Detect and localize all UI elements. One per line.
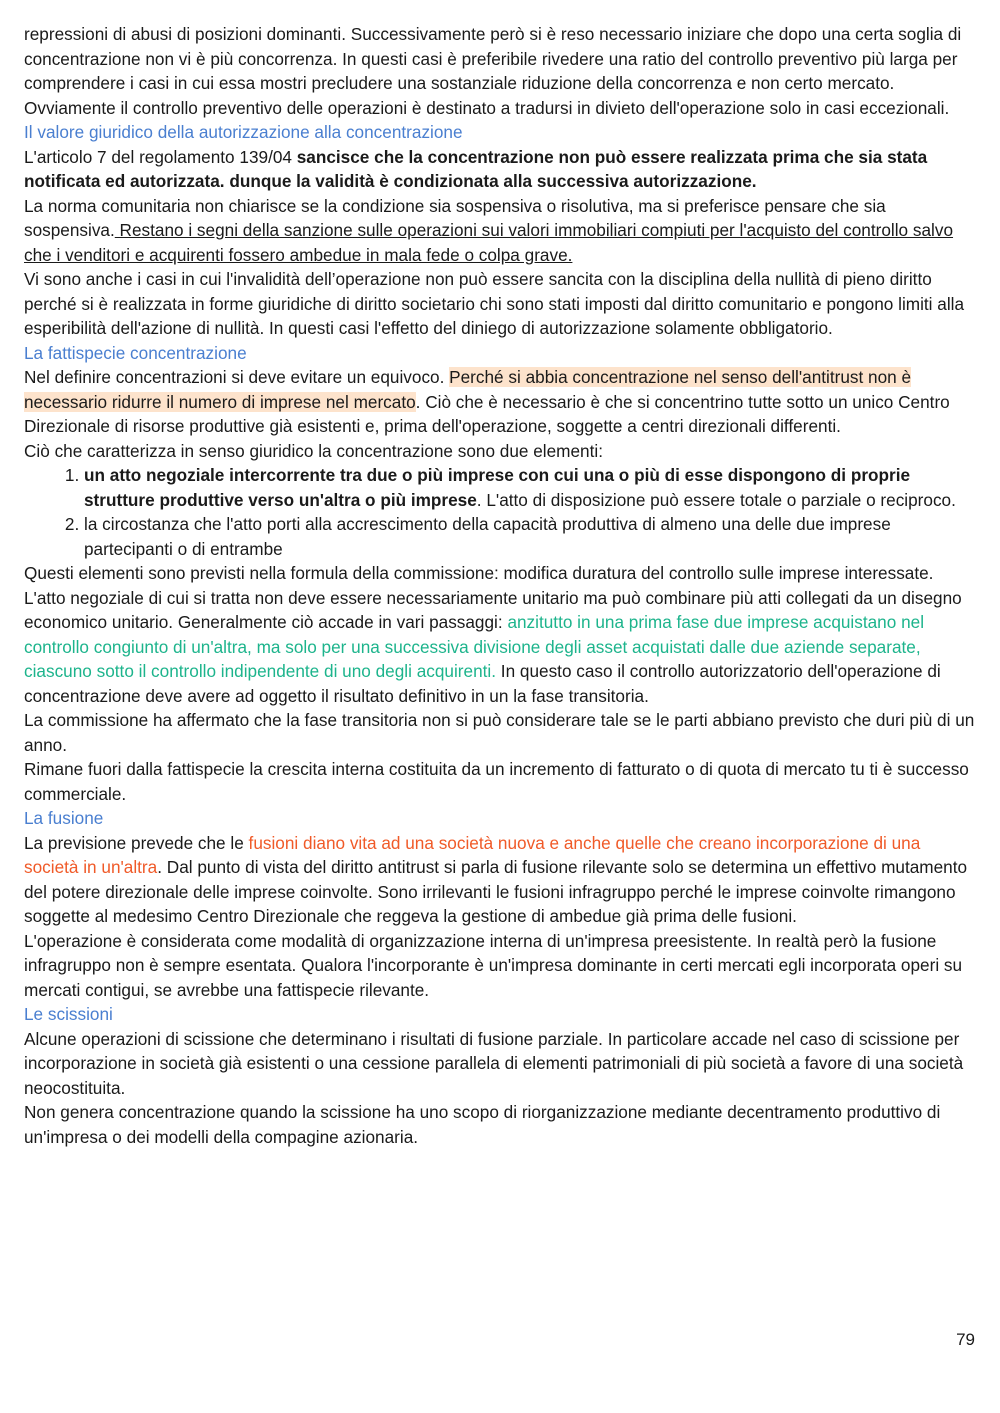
paragraph <box>24 831 976 929</box>
highlighted-text: Perché si abbia concentrazione nel senso dell'antitrust non è necessario ridurre il numero di imprese nel mercato <box>24 367 912 412</box>
paragraph: Questi elementi sono previsti nella formula della commissione: modifica duratura del controllo sulle imprese interessate. <box>24 563 934 583</box>
paragraph: Ovviamente il controllo preventivo delle operazioni è destinato a tradursi in divieto dell'operazione solo in casi eccezionali. <box>24 97 950 118</box>
paragraph: Alcune operazioni di scissione che determinano i risultati di fusione parziale. In particolare accade nel caso di scissione per incorporazione in società già esistenti o una cessione parallela di elementi patrimoniali di più società a favore di una società neocostituita. <box>24 1028 964 1098</box>
underlined-text: Restano i segni della sanzione sulle operazioni sui valori immobiliari compiuti per l'acquisto del controllo salvo che i venditori e acquirenti fossero ambedue in mala fede o colpa grave. <box>24 220 954 265</box>
bold-text: sancisce che la concentrazione non può essere realizzata prima che sia stata notificata ed autorizzata. dunque la validità è condizionata alla successiva autorizzazione. <box>24 146 928 191</box>
text-span: la circostanza che l'atto porti alla accrescimento della capacità produttiva di almeno una delle due imprese partecipanti o di entrambe <box>84 514 891 559</box>
colored-text: fusioni diano vita ad una società nuova e anche quelle che creano incorporazione di una società in un'altra <box>24 832 921 877</box>
section-heading: Le scissioni <box>24 1004 113 1024</box>
paragraph: L'operazione è considerata come modalità di organizzazione interna di un'impresa preesistente. In realtà però la fusione infragruppo non è sempre esentata. Qualora l'incorporante è un'impresa dominante in certi mercati egli incorporata operi su mercati contigui, se avrebbe una fattispecie rilevante. <box>24 930 963 1000</box>
paragraph <box>24 194 976 268</box>
text-span: . L'atto di disposizione può essere totale o parziale o reciproco. <box>476 489 956 510</box>
text-span: . Ciò che è necessario è che si concentrino tutte sotto un unico Centro Direzionale di risorse produttive già esistenti e, prima dell'operazione, soggette a centri direzionali differenti. <box>24 391 950 436</box>
section-heading: La fattispecie concentrazione <box>24 342 247 363</box>
text-span: La norma comunitaria non chiarisce se la condizione sia sospensiva o risolutiva, ma si preferisce pensare che sia sospensiva. <box>24 195 886 240</box>
paragraph: Non genera concentrazione quando la scissione ha uno scopo di riorganizzazione mediante decentramento produttivo di un'impresa o dei modelli della compagine azionaria. <box>24 1102 941 1147</box>
paragraph: Ciò che caratterizza in senso giuridico la concentrazione sono due elementi: <box>24 440 603 461</box>
document-body <box>24 22 976 1149</box>
text-span: L'atto negoziale di cui si tratta non deve essere necessariamente unitario ma può combinare più atti collegati da un disegno economico unitario. Generalmente ciò accade in vari passaggi: <box>24 587 962 632</box>
section-heading: Il valore giuridico della autorizzazione alla concentrazione <box>24 122 463 142</box>
paragraph: Vi sono anche i casi in cui l'invalidità dell’operazione non può essere sancita con la disciplina della nullità di pieno diritto perché si è realizzata in forme giuridiche di diritto societario chi sono stati imposti dal diritto comunitario e pongono limiti alla esperibilità dell'azione di nullità. In questi casi l'effetto del diniego di autorizzazione solamente obbligatorio. <box>24 269 965 338</box>
paragraph <box>24 145 976 194</box>
paragraph <box>24 365 976 439</box>
paragraph <box>24 586 976 709</box>
text-span: In questo caso il controllo autorizzatorio dell'operazione di concentrazione deve avere ad oggetto il risultato definitivo in un la fase transitoria. <box>24 661 941 706</box>
bold-text: un atto negoziale intercorrente tra due o più imprese con cui una o più di esse dispongono di proprie strutture produttive verso un'altra o più imprese <box>84 465 911 510</box>
text-span: La previsione prevede che le <box>24 832 249 853</box>
paragraph: La commissione ha affermato che la fase transitoria non si può considerare tale se le parti abbiano previsto che duri più di un anno. <box>24 710 975 755</box>
list-item <box>84 512 976 561</box>
colored-text: anzitutto in una prima fase due imprese acquistano nel controllo congiunto di un'altra, ma solo per una successiva divisione degli asset acquistati dalle due aziende separate, ciascuno sotto il controllo indipendente di uno degli acquirenti. <box>24 612 925 681</box>
paragraph: repressioni di abusi di posizioni dominanti. Successivamente però si è reso necessario iniziare che dopo una certa soglia di concentrazione non vi è più concorrenza. In questi casi è preferibile rivedere una ratio del controllo preventivo più larga per comprendere i casi in cui essa mostri precludere una sostanziale riduzione della concorrenza e non certo mercato. <box>24 24 962 93</box>
text-span: L'articolo 7 del regolamento 139/04 <box>24 146 297 167</box>
text-span: Nel definire concentrazioni si deve evitare un equivoco. <box>24 367 450 387</box>
text-span: . Dal punto di vista del diritto antitrust si parla di fusione rilevante solo se determina un effettivo mutamento del potere direzionale delle imprese coinvolte. Sono irrilevanti le fusioni infragruppo perché le imprese coinvolte rimangono soggette al medesimo Centro Direzionale che reggeva la gestione di ambedue già prima delle fusioni. <box>24 857 968 926</box>
page-number: 79 <box>956 1330 975 1349</box>
section-heading: La fusione <box>24 808 104 828</box>
paragraph: Rimane fuori dalla fattispecie la crescita interna costituita da un incremento di fatturato o di quota di mercato tu ti è successo commerciale. <box>24 759 969 804</box>
list-item <box>84 463 976 512</box>
numbered-list <box>24 463 976 561</box>
